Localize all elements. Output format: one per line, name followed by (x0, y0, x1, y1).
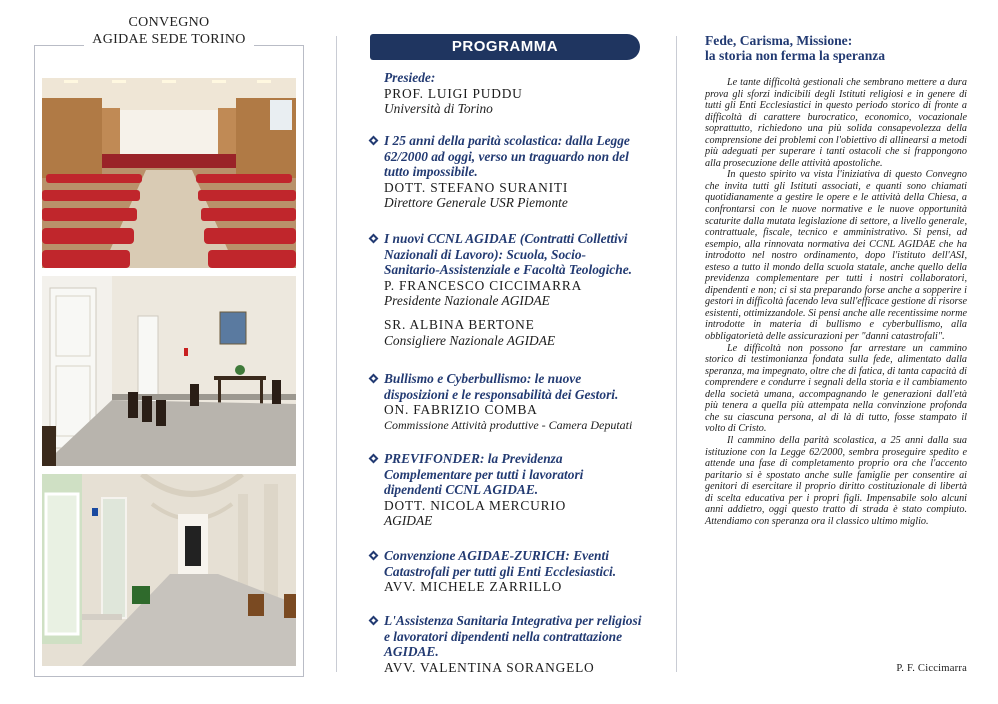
frame-right-line (303, 45, 304, 677)
program-topic-line: 62/2000 ad oggi, verso un traguardo non del (384, 148, 629, 164)
program-item (384, 231, 654, 348)
frame-bottom-line (34, 676, 304, 677)
program-item (384, 371, 654, 433)
presiede-label: Presiede: (384, 70, 436, 85)
article-paragraph: In questo spirito va vista l'iniziativa di questo Convegno che invita tutti gli Istituti associati, e quanti sono chiamati quotidianamente a gestire le opere e le attività della Chiesa, a confrontarsi con le nuove normative e le nuove opportunità scaturite dalla mutata legislazione di settore, a livello generale, contrattuale, fiscale, tecnico e amministrativo. Si pensi, ad esempio, alla rinnovata normativa dei CCNL AGIDAE che ha introdotto nel nostro ordinamento, dopo l'istituto dell'ASI, esteso a tutto il mondo della scuola statale, anche quello della previdenza complementare per tutti i nostri collaboratori, dipendenti e non; ci si sta preparando forse anche a sopperire i gestori in difficoltà facendo leva sull'efficace gestione di risorse esistenti, ottimizzandole. Si pensi anche alle recentissime norme introdotte in materia di bullismo e cyberbullismo, alla obbligatorietà delle assicurazioni per "danni catastrofali". (705, 169, 967, 343)
column-divider-left (336, 36, 337, 672)
diamond-bullet-icon (369, 374, 379, 384)
column-divider-right (676, 36, 677, 672)
article-signature: P. F. Ciccimarra (896, 663, 967, 674)
program-item (384, 133, 654, 211)
left-panel (34, 0, 304, 704)
convegno-title (34, 14, 304, 48)
program-topic-line: Bullismo e Cyberbullismo: le nuove (384, 371, 582, 386)
article-paragraph: Le tante difficoltà gestionali che sembrano mettere a dura prova gli sforzi indicibili degli Istituti religiosi e in genere di tutti gli Enti Ecclesiastici in questo periodo storico di fronte a difficoltà di carattere burocratico, economico, vocazionale soprattutto, richiedono una più solida consapevolezza della comprensione dei problemi con l'obiettivo di allinearsi a metodi più adeguati per superare i tanti ostacoli che si frappongono alla prosecuzione delle attività apostoliche. (705, 77, 967, 169)
diamond-bullet-icon (369, 454, 379, 464)
article-panel (705, 0, 967, 704)
diamond-bullet-icon (369, 616, 379, 626)
article-title-line1: Fede, Carisma, Missione: (705, 33, 853, 48)
speaker-name: AVV. VALENTINA SORANGELO (384, 659, 595, 675)
program-topic-line: Catastrofali per tutti gli Enti Ecclesiastici. (384, 563, 617, 579)
programma-header-label: PROGRAMMA (451, 38, 559, 55)
article-title-line2: la storia non ferma la speranza (705, 48, 886, 63)
speaker-name: ON. FABRIZIO COMBA (384, 402, 538, 418)
presiede-role: Università di Torino (384, 101, 493, 117)
speaker-name: DOTT. STEFANO SURANITI (384, 179, 569, 195)
program-topic-line: PREVIFONDER: la Previdenza (384, 451, 563, 466)
speaker-role: AGIDAE (384, 513, 433, 529)
speaker-name: SR. ALBINA BERTONE (384, 316, 535, 332)
program-topic-line: AGIDAE. (384, 644, 439, 660)
program-topic-line: Nazionali di Lavoro): Scuola, Socio- (384, 246, 586, 262)
program-item (384, 548, 654, 595)
program-topic-line: e lavoratori dipendenti nella contrattazione (384, 628, 623, 644)
article-paragraph: Le difficoltà non possono far arrestare un cammino storico di testimonianza fondata sulla fede, alimentato dalla speranza, ma impegnato, oltre che di fatica, di tanta capacità di comprendere e condurre i segnali della storia e il cambiamento della società umana, accompagnando le generazioni dall'età più tenera a quella più attempata nella convinzione profonda che su ciascuna persona, al di là di tutto, fosse stampato il volto di Cristo. (705, 342, 967, 435)
article-title (705, 33, 967, 63)
program-topic-line: I nuovi CCNL AGIDAE (Contratti Collettivi (384, 231, 628, 246)
program-topic-line: Convenzione AGIDAE-ZURICH: Eventi (384, 548, 609, 563)
speaker-name: DOTT. NICOLA MERCURIO (384, 497, 567, 513)
programma-panel (344, 0, 654, 704)
diamond-bullet-icon (369, 136, 379, 146)
speaker-name: AVV. MICHELE ZARRILLO (384, 579, 563, 595)
programma-header (370, 34, 640, 60)
speaker-role: Direttore Generale USR Piemonte (384, 195, 568, 211)
auditorium-photo (42, 78, 296, 268)
corridor-photo (42, 474, 296, 666)
program-topic-line: dipendenti CCNL AGIDAE. (384, 482, 539, 498)
speaker-role: Consigliere Nazionale AGIDAE (384, 332, 556, 348)
article-paragraph: Il cammino della parità scolastica, a 25 anni dalla sua istituzione con la Legge 62/2000, sembra proseguire spedito e attende una fase di completamento proprio ora che l'accento paritario si è spostato anche sulle famiglie per consentire ai genitori di esercitare il proprio diritto costituzionale di libertà di scelta educativa per i propri figli. Impensabile solo alcuni anni addietro, oggi questo tratto di strada è stato compiuto. Attendiamo con speranza ora il classico ultimo miglio. (705, 434, 967, 527)
program-topic-line: L'Assistenza Sanitaria Integrativa per religiosi (384, 613, 642, 628)
hall-photo (42, 276, 296, 466)
program-topic-line: Complementare per tutti i lavoratori (384, 466, 584, 482)
article-body (705, 77, 967, 527)
frame-left-line (34, 45, 35, 677)
convegno-title-line1: CONVEGNO (128, 15, 210, 30)
program-topic-line: Sanitario-Assistenziale e Facoltà Teologiche. (384, 262, 632, 278)
presiede-block (384, 70, 654, 117)
program-topic-line: disposizioni e le responsabilità dei Gestori. (384, 386, 619, 402)
speaker-name: P. FRANCESCO CICCIMARRA (384, 277, 583, 293)
speaker-role: Presidente Nazionale AGIDAE (384, 293, 550, 309)
program-item (384, 613, 654, 675)
speaker-role: Commissione Attività produttive - Camera Deputati (384, 417, 633, 432)
program-topic-line: I 25 anni della parità scolastica: dalla Legge (384, 133, 630, 148)
convegno-title-line2: AGIDAE SEDE TORINO (92, 32, 246, 47)
program-item (384, 451, 654, 529)
diamond-bullet-icon (369, 551, 379, 561)
presiede-name: PROF. LUIGI PUDDU (384, 85, 523, 101)
program-topic-line: tutto impossibile. (384, 164, 478, 180)
diamond-bullet-icon (369, 234, 379, 244)
